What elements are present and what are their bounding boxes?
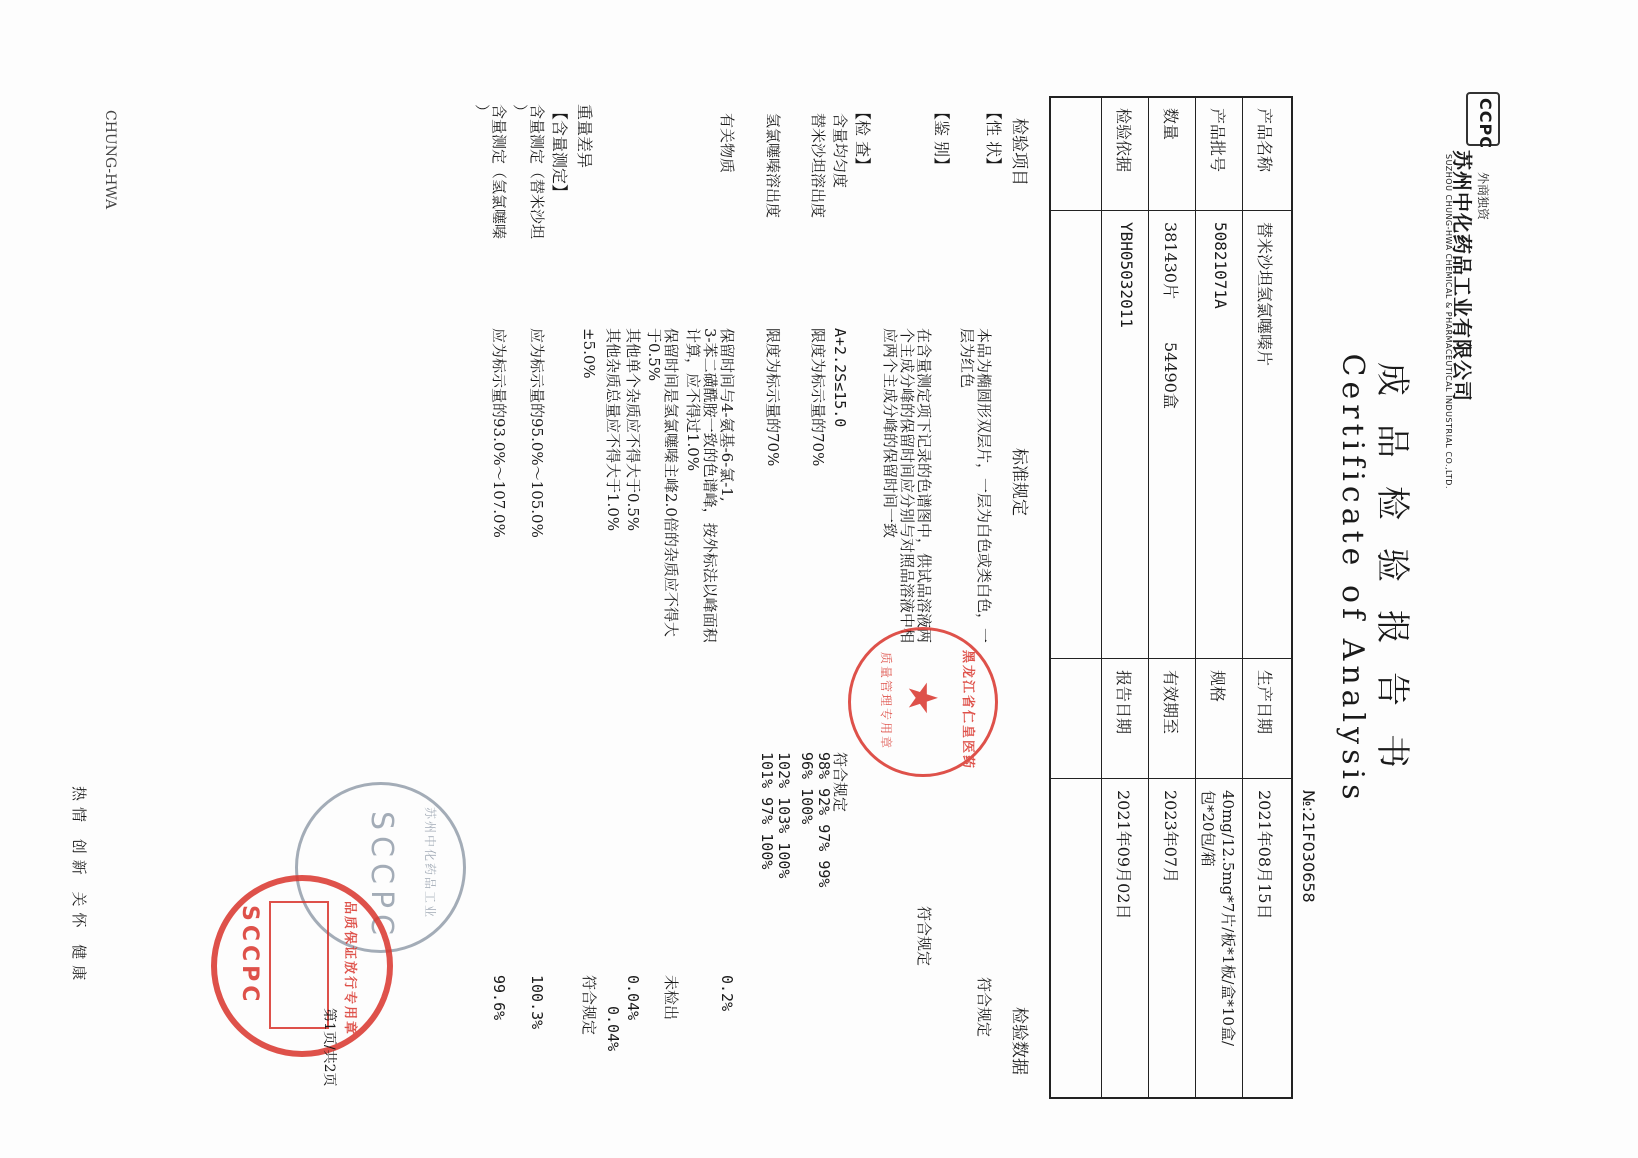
product-name-label: 产品名称 [1255,108,1274,173]
production-date-label: 生产日期 [1255,670,1274,735]
spec-label: 规格 [1208,670,1227,703]
spec-value-line2: 包*20包/箱 [1199,790,1217,867]
content-uniformity-standard: A+2.2S≤15.0 [831,328,849,428]
basis-label: 检验依据 [1114,108,1133,173]
release-stamp-text: 品质保证放行专用章 [342,901,357,1037]
telmisartan-dissolution-item: 替米沙坦溶出度 [809,113,827,219]
red-quality-stamp [848,627,998,777]
batch-label: 产品批号 [1208,108,1227,173]
telmisartan-dissolution-result-line1: 98% 92% 97% 99% [815,752,833,888]
weight-variation-item: 重量差异 [575,104,594,169]
weight-variation-standard: ±5.0% [580,328,598,379]
related-substances-result-4: 0.04% [604,1006,622,1052]
company-english-name: SUZHOU CHUNG-HWA CHEMICAL & PHARMACEUTICAL INDUSTRIAL CO.,LTD. [1444,154,1453,489]
assay-telmisartan-item-line1: 含量测定（替米沙坦 [528,104,546,240]
section-appearance: 【性 状】 [984,104,1003,174]
report-number: №:21F030658 [1299,790,1318,903]
hctz-dissolution-result-line1: 102% 103% 100% [775,752,793,879]
assay-hctz-standard: 应为标示量的93.0%～107.0% [490,328,508,538]
related-substances-standard-line4: 保留时间是氢氯噻嗪主峰2.0倍的杂质应不得大 [662,328,680,637]
column-standard-heading: 标准规定 [1009,448,1029,516]
section-identification: 【鉴 别】 [932,104,951,174]
content-uniformity-item: 含量均匀度 [831,113,849,189]
identification-standard-line2: 个主成分峰的保留时间应分别与对照品溶液中相 [898,328,916,644]
page-number: 第1页/共2页 [321,1008,337,1087]
product-name-value: 替米沙坦氢氯噻嗪片 [1255,222,1274,367]
document-title-en: Certificate of Analysis [1335,353,1370,805]
release-stamp-brand: SCCPC [237,905,262,1006]
appearance-standard-line2: 层为红色 [958,328,976,389]
assay-telmisartan-item-line2: ） [511,104,529,120]
report-date-label: 报告日期 [1114,670,1133,735]
related-substances-standard-line5: 于0.5% [645,328,663,382]
related-substances-standard-line6: 其他单个杂质应不得大于0.5% [624,328,642,532]
appearance-result: 符合规定 [975,977,993,1038]
star-icon: ★ [899,680,945,716]
gray-stamp-text: 苏州中化药品工业 [423,807,437,920]
basis-value: YBH05032011 [1117,222,1136,328]
assay-hctz-item-line2: ） [473,104,491,120]
assay-telmisartan-result: 100.3% [528,975,546,1030]
content-uniformity-result: 符合规定 [831,752,849,813]
company-name: 苏州中化药品工业有限公司 [1450,150,1474,402]
telmisartan-dissolution-result-line2: 96% 100% [798,752,816,825]
expiry-label: 有效期至 [1161,670,1180,735]
related-substances-standard-line2: 3-苯二磺酰胺一致的色谱峰，按外标法以峰面积 [701,328,719,643]
column-item-heading: 检验项目 [1009,118,1029,186]
quantity-label: 数量 [1161,108,1180,141]
related-substances-result-1: 0.2% [718,975,736,1012]
quantity-value-boxes: 54490盒 [1161,342,1180,409]
assay-hctz-item-line1: 含量测定（氢氯噻嗪 [490,104,508,240]
gray-stamp-brand: SCCPC [364,811,399,941]
report-date-value: 2021年09月02日 [1114,790,1133,920]
red-release-stamp [211,875,393,1057]
document-title-cn: 成品检验报告书 [1372,362,1412,796]
footer-slogan: 热情 创新 关怀 健康 [70,786,88,987]
identification-result: 符合规定 [915,906,933,967]
production-date-value: 2021年08月15日 [1255,790,1274,920]
related-substances-result-2: 未检出 [662,975,680,1021]
quantity-value-tablets: 381430片 [1161,222,1180,300]
weight-variation-result: 符合规定 [580,975,598,1036]
red-stamp-top-text: 黑龙江省仁皇医药 [960,650,975,771]
hctz-dissolution-result-line2: 101% 97% 100% [758,752,776,870]
assay-telmisartan-standard: 应为标示量的95.0%～105.0% [528,328,546,538]
product-info-table [1049,96,1293,1099]
related-substances-result-3: 0.04% [624,975,642,1021]
company-logo [1466,92,1500,149]
telmisartan-dissolution-standard: 限度为标示量的70% [809,328,827,467]
red-stamp-bottom-text: 质量管理专用章 [879,652,893,751]
expiry-value: 2023年07月 [1161,790,1180,884]
related-substances-standard-line7: 其他杂质总量应不得大于1.0% [604,328,622,532]
related-substances-standard-line3: 计算，应不得过1.0% [684,328,702,472]
appearance-standard-line1: 本品为椭圆形双层片，一层为白色或类白色，一 [975,328,993,644]
company-type-label: 外商独资 [1476,172,1490,221]
bottom-logo: CHUNG-HWA [102,110,118,210]
identification-standard-line1: 在含量测定项下记录的色谱图中，供试品溶液两 [915,328,933,644]
identification-standard-line3: 应两个主成分峰的保留时间一致 [881,328,899,539]
logo-text: CCPC [1476,98,1495,149]
section-assay: 【含量测定】 [550,104,569,201]
related-substances-item: 有关物质 [718,113,736,174]
related-substances-standard-line1: 保留时间与4-氨基-6-氯-1, [718,328,736,502]
hctz-dissolution-item: 氢氯噻嗪溶出度 [764,113,782,219]
assay-hctz-result: 99.6% [490,975,508,1021]
column-data-heading: 检验数据 [1009,1007,1029,1075]
spec-value-line1: 40mg/12.5mg*7片/板*1板/盒*10盒/ [1219,790,1237,1047]
hctz-dissolution-standard: 限度为标示量的70% [764,328,782,467]
batch-value: 50821071A [1211,222,1230,309]
section-inspection: 【检 查】 [853,104,872,174]
